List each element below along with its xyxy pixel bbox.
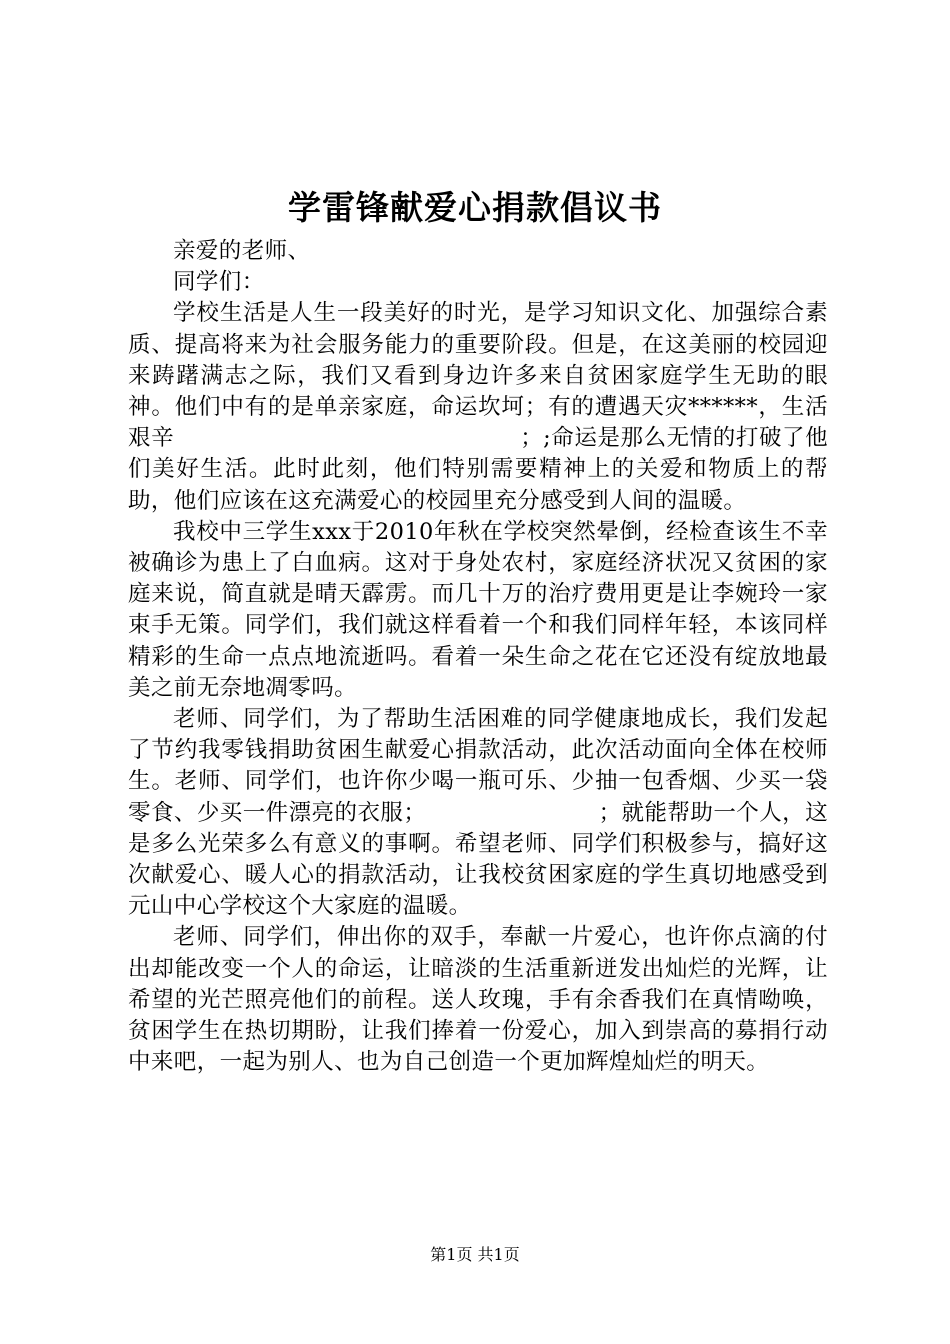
- document-body: [128, 236, 828, 1078]
- body-paragraph: 老师、同学们，为了帮助生活困难的同学健康地成长，我们发起了节约我零钱捐助贫困生献爱心捐款活动，此次活动面向全体在校师生。老师、同学们，也许你少喝一瓶可乐、少抽一包香烟、少买一袋零食、少买一件漂亮的衣服； ；就能帮助一个人，这是多么光荣多么有意义的事啊。希望老师、同学们积极参与，搞好这次献爱心、暖人心的捐款活动，让我校贫困家庭的学生真切地感受到元山中心学校这个大家庭的温暖。: [128, 706, 828, 920]
- salutation-line: 亲爱的老师、: [173, 238, 311, 264]
- document-title: 学雷锋献爱心捐款倡议书: [288, 188, 662, 227]
- body-paragraph: 老师、同学们，伸出你的双手，奉献一片爱心，也许你点滴的付出却能改变一个人的命运，让暗淡的生活重新迸发出灿烂的光辉，让希望的光芒照亮他们的前程。送人玫瑰，手有余香我们在真情呦唤，贫困学生在热切期盼，让我们捧着一份爱心，加入到崇高的募捐行动中来吧，一起为别人、也为自己创造一个更加辉煌灿烂的明天。: [128, 924, 828, 1076]
- body-paragraph: 学校生活是人生一段美好的时光，是学习知识文化、加强综合素质、提高将来为社会服务能力的重要阶段。但是，在这美丽的校园迎来踌躇满志之际，我们又看到身边许多来自贫困家庭学生无助的眼神。他们中有的是单亲家庭，命运坎坷；有的遭遇天灾******，生活艰辛 ；;命运是那么无情的打破了他们美好生活。此时此刻，他们特别需要精神上的关爱和物质上的帮助，他们应该在这充满爱心的校园里充分感受到人间的温暖。: [128, 300, 828, 514]
- page-footer: 第1页 共1页: [430, 1245, 520, 1264]
- body-paragraph: 我校中三学生xxx于2010年秋在学校突然晕倒，经检查该生不幸被确诊为患上了白血病。这对于身处农村，家庭经济状况又贫困的家庭来说，简直就是晴天霹雳。而几十万的治疗费用更是让李婉玲一家束手无策。同学们，我们就这样看着一个和我们同样年轻，本该同样精彩的生命一点点地流逝吗。看着一朵生命之花在它还没有绽放地最美之前无奈地凋零吗。: [128, 518, 828, 701]
- salutation-line: 同学们：: [173, 269, 265, 296]
